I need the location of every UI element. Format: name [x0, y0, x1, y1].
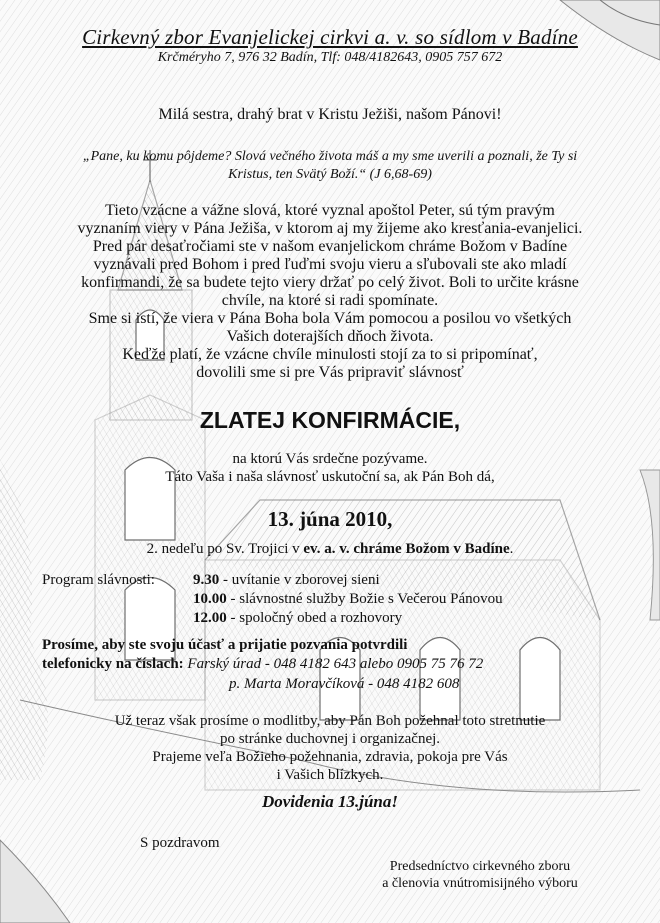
- service-place: ev. a. v. chráme Božom v Badíne: [303, 541, 510, 557]
- rsvp-phone-label: telefonicky na číslach:: [42, 656, 184, 672]
- service-suffix: .: [509, 541, 514, 557]
- body-line: dovolili sme si pre Vás pripraviť slávnosť: [196, 364, 464, 381]
- program-item: [193, 591, 503, 608]
- closing-line: po stránke duchovnej i organizačnej.: [219, 731, 441, 747]
- program-text: - uvítanie v zborovej sieni: [219, 572, 380, 588]
- program-label: Program slávnosti:: [42, 572, 155, 588]
- invitation-line: Táto Vaša i naša slávnosť uskutoční sa, ak Pán Boh dá,: [165, 469, 495, 485]
- rsvp-contact-office: Farský úrad - 048 4182 643 alebo 0905 75 76 72: [187, 656, 484, 672]
- rsvp-contact-person: p. Marta Moravčíková - 048 4182 608: [229, 676, 460, 692]
- greeting: Milá sestra, drahý brat v Kristu Ježiši, našom Pánovi!: [158, 106, 502, 123]
- program-text: - slávnostné služby Božie s Večerou Pánovou: [226, 591, 503, 607]
- closing-line: Už teraz však prosíme o modlitby, aby Pán Boh požehnal toto stretnutie: [114, 713, 546, 729]
- rsvp-request: [42, 636, 483, 674]
- event-date: 13. júna 2010,: [267, 507, 393, 531]
- program-time: 10.00: [193, 591, 227, 607]
- program-time: 9.30: [193, 572, 220, 588]
- body-line: Pred pár desaťročiami ste v našom evanjelickom chráme Božom v Badíne: [92, 238, 568, 255]
- program-text: - spoločný obed a rozhovory: [226, 610, 403, 626]
- parish-name-title: Cirkevný zbor Evanjelickej cirkvi a. v. so sídlom v Badíne: [82, 25, 578, 49]
- signature-line: a členovia vnútromisijného výboru: [382, 876, 578, 891]
- service-line: [0, 541, 660, 558]
- body-line: vyznaním viery v Pána Ježiša, v ktorom aj my žijeme ako kresťania-evanjelici.: [77, 220, 583, 237]
- signature-line: Predsedníctvo cirkevného zboru: [389, 859, 571, 874]
- rsvp-line: Prosíme, aby ste svoju účasť a prijatie pozvania potvrdili: [42, 637, 408, 653]
- body-line: Keďže platí, že vzácne chvíle minulosti stojí za to si pripomínať,: [122, 346, 538, 363]
- rsvp-line: [42, 655, 483, 674]
- event-title: ZLATEJ KONFIRMÁCIE,: [199, 407, 461, 433]
- program-time: 12.00: [193, 610, 227, 626]
- body-line: vyznávali pred Bohom i pred ľuďmi svoju vieru a sľubovali ste ako mladí: [93, 256, 567, 273]
- farewell: Dovidenia 13.júna!: [261, 792, 399, 811]
- invitation-text: [0, 450, 660, 486]
- parish-address: Krčméryho 7, 976 32 Badín, Tlf: 048/4182643, 0905 757 672: [157, 50, 503, 65]
- regards: S pozdravom: [140, 835, 220, 851]
- program-item: [193, 572, 380, 589]
- body-paragraph: [0, 202, 660, 382]
- body-line: Vašich doterajších dňoch života.: [226, 328, 434, 345]
- body-line: Sme si istí, že viera v Pána Boha bola Vám pomocou a posilou vo všetkých: [88, 310, 572, 327]
- program-item: [193, 610, 402, 627]
- service-prefix: 2. nedeľu po Sv. Trojici v: [146, 541, 304, 557]
- closing-paragraph: [0, 712, 660, 784]
- body-line: Tieto vzácne a vážne slová, ktoré vyznal apoštol Peter, sú tým pravým: [105, 202, 555, 219]
- closing-line: i Vašich blízkych.: [276, 767, 384, 783]
- bible-quote-line: Kristus, ten Svätý Boží.“ (J 6,68-69): [228, 167, 432, 182]
- bible-quote: [0, 148, 660, 184]
- invitation-line: na ktorú Vás srdečne pozývame.: [232, 451, 428, 467]
- body-line: chvíle, na ktoré si radi spomínate.: [221, 292, 439, 309]
- bible-quote-line: „Pane, ku komu pôjdeme? Slová večného života máš a my sme uverili a poznali, že Ty si: [82, 149, 578, 164]
- closing-line: Prajeme veľa Božieho požehnania, zdravia, pokoja pre Vás: [152, 749, 508, 765]
- body-line: konfirmandi, že sa budete tejto viery držať po celý život. Boli to určite krásne: [81, 274, 579, 291]
- signature: [330, 858, 630, 892]
